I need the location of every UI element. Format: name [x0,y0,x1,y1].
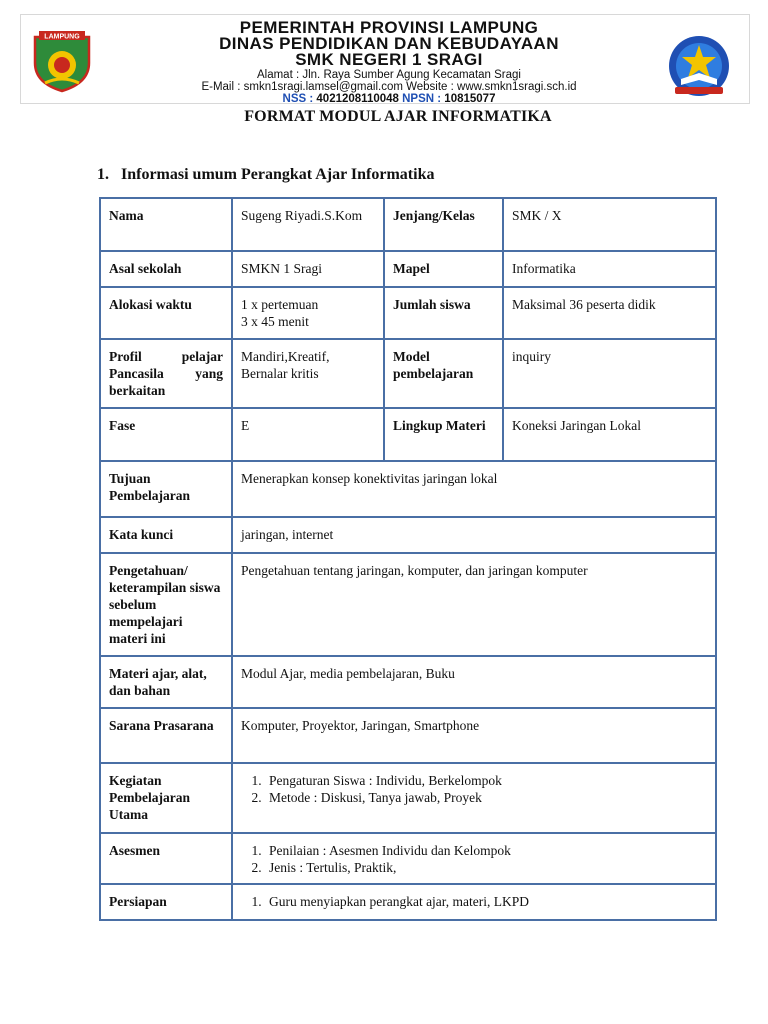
table-row [100,517,716,553]
lampung-province-logo [31,29,93,93]
label-sarana-prasarana: Sarana Prasarana [100,708,232,763]
letterhead-ids [119,93,659,105]
label-jumlah-siswa: Jumlah siswa [384,287,503,339]
table-row [100,763,716,833]
education-office-logo [661,33,737,99]
list-item: 2. Jenis : Tertulis, Praktik, [265,860,707,877]
table-row [100,708,716,763]
value-jumlah-siswa: Maksimal 36 peserta didik [503,287,716,339]
list-item: 1. Guru menyiapkan perangkat ajar, materi, LKPD [265,894,707,911]
label-lingkup-materi: Lingkup Materi [384,408,503,461]
label-jenjang-kelas: Jenjang/Kelas [384,198,503,251]
table-row [100,251,716,287]
alokasi-meetings: 1 x pertemuan [241,297,319,312]
nss-value: 4021208110048 [316,93,399,105]
table-row [100,461,716,517]
info-table [99,197,717,921]
table-row [100,884,716,920]
table-row [100,287,716,339]
section-heading [97,166,434,184]
table-row [100,833,716,884]
label-persiapan: Persiapan [100,884,232,920]
logo-text: LAMPUNG [44,33,80,41]
label-nama: Nama [100,198,232,251]
value-materi-ajar: Modul Ajar, media pembelajaran, Buku [232,656,716,708]
value-pengetahuan-awal: Pengetahuan tentang jaringan, komputer, dan jaringan komputer [232,553,716,656]
value-kegiatan-pembelajaran [232,763,716,833]
npsn-label: NPSN : [398,93,445,105]
value-persiapan [232,884,716,920]
list-item: 1. Pengaturan Siswa : Individu, Berkelompok [265,773,707,790]
value-kata-kunci: jaringan, internet [232,517,716,553]
value-lingkup-materi: Koneksi Jaringan Lokal [503,408,716,461]
value-nama: Sugeng Riyadi.S.Kom [232,198,384,251]
table-row [100,553,716,656]
section-number: 1. [97,166,109,183]
table-row [100,198,716,251]
kegiatan-list [241,773,707,807]
value-fase: E [232,408,384,461]
list-item: 1. Penilaian : Asesmen Individu dan Kelompok [265,843,707,860]
alokasi-duration: 3 x 45 menit [241,313,309,329]
label-profil-pelajar: Profil pelajar Pancasila yang berkaitan [100,339,232,408]
label-mapel: Mapel [384,251,503,287]
value-mapel: Informatika [503,251,716,287]
section-title: Informasi umum Perangkat Ajar Informatika [121,166,435,183]
label-tujuan-pembelajaran: Tujuan Pembelajaran [100,461,232,517]
asesmen-list [241,843,707,877]
nss-label: NSS : [282,93,317,105]
list-item: 2. Metode : Diskusi, Tanya jawab, Proyek [265,790,707,807]
label-pengetahuan-awal: Pengetahuan/ keterampilan siswa sebelum mempelajari materi ini [100,553,232,656]
letterhead-government: PEMERINTAH PROVINSI LAMPUNG [239,18,539,37]
persiapan-list [241,894,707,911]
table-row [100,408,716,461]
value-jenjang-kelas: SMK / X [503,198,716,251]
label-materi-ajar: Materi ajar, alat, dan bahan [100,656,232,708]
value-alokasi-waktu [232,287,384,339]
value-sarana-prasarana: Komputer, Proyektor, Jaringan, Smartphone [232,708,716,763]
label-asesmen: Asesmen [100,833,232,884]
label-model-pembelajaran: Model pembelajaran [384,339,503,408]
value-profil-pelajar: Mandiri,Kreatif, Bernalar kritis [232,339,384,408]
label-kegiatan-pembelajaran: Kegiatan Pembelajaran Utama [100,763,232,833]
table-row [100,656,716,708]
value-asal-sekolah: SMKN 1 Sragi [232,251,384,287]
document-title: FORMAT MODUL AJAR INFORMATIKA [244,108,552,125]
value-tujuan-pembelajaran: Menerapkan konsep konektivitas jaringan lokal [232,461,716,517]
letterhead-agency: DINAS PENDIDIKAN DAN KEBUDAYAAN [219,34,559,53]
letterhead-address: Alamat : Jln. Raya Sumber Agung Kecamatan Sragi [256,69,521,81]
label-asal-sekolah: Asal sekolah [100,251,232,287]
letterhead-school: SMK NEGERI 1 SRAGI [295,50,483,69]
value-model-pembelajaran: inquiry [503,339,716,408]
letterhead-contact: E-Mail : smkn1sragi.lamsel@gmail.com Website : www.smkn1sragi.sch.id [201,81,577,93]
letterhead [20,14,750,104]
npsn-value: 10815077 [444,93,496,105]
value-asesmen [232,833,716,884]
table-row [100,339,716,408]
label-alokasi-waktu: Alokasi waktu [100,287,232,339]
label-kata-kunci: Kata kunci [100,517,232,553]
label-fase: Fase [100,408,232,461]
